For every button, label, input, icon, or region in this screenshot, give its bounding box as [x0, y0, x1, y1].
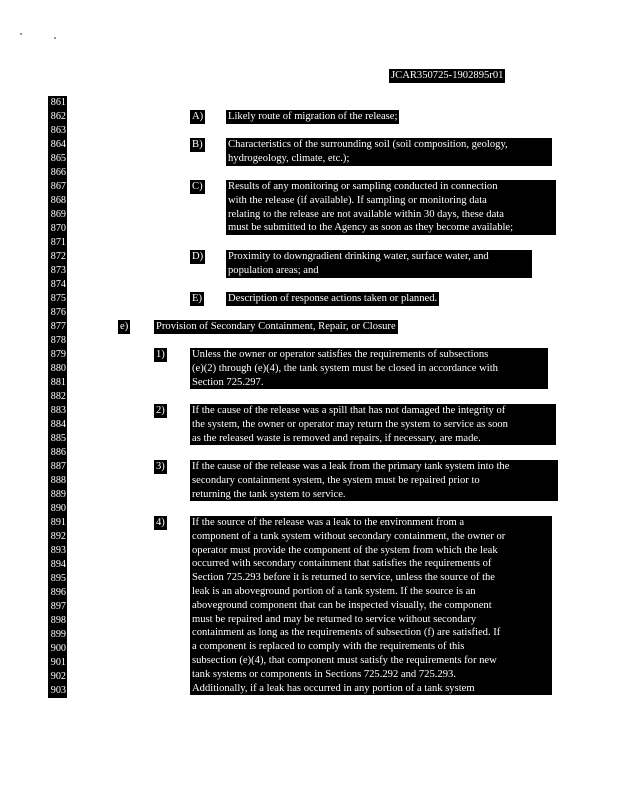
section-label: e)	[120, 321, 129, 332]
line-number: 887	[48, 460, 67, 474]
text-line: must be submitted to the Agency as soon as they become available;	[228, 222, 514, 234]
line-number: 899	[48, 628, 67, 642]
line-number: 862	[48, 110, 67, 124]
line-number: 881	[48, 376, 67, 390]
line-number: 888	[48, 474, 67, 488]
text-line: the system, the owner or operator may return the system to service as soon	[192, 418, 508, 430]
text-line: If the cause of the release was a leak from the primary tank system into the	[192, 461, 510, 472]
line-number: 879	[48, 348, 67, 362]
document-id: JCAR350725-1902895r01	[391, 70, 504, 81]
line-number: 865	[48, 152, 67, 166]
line-number: 884	[48, 418, 67, 432]
text-line: occurred with secondary containment that satisfies the requirements of	[192, 558, 492, 570]
line-number: 875	[48, 292, 67, 306]
text-line: subsection (e)(4), that component must satisfy the requirements for new	[192, 654, 497, 666]
text-line: operator must provide the component of the system from which the leak	[192, 544, 498, 556]
line-number: 902	[48, 670, 67, 684]
subitem-label: 4)	[156, 517, 165, 528]
subitem-label: 1)	[156, 349, 165, 360]
line-number: 889	[48, 488, 67, 502]
line-number: 891	[48, 516, 67, 530]
line-number: 866	[48, 166, 67, 180]
text-line: population areas; and	[228, 264, 319, 276]
subitem-text-4	[190, 516, 552, 695]
line-number: 880	[48, 362, 67, 376]
line-number: 883	[48, 404, 67, 418]
line-number: 864	[48, 138, 67, 152]
item-text-c	[226, 180, 556, 235]
text-line: Proximity to downgradient drinking water, surface water, and	[228, 251, 489, 262]
text-line: component of a tank system without secondary containment, the owner or	[192, 530, 506, 542]
text-line: leak is an aboveground portion of a tank system. If the source is an	[192, 585, 476, 597]
subitem-text-2	[190, 404, 556, 445]
subitem-text-3	[190, 460, 558, 501]
line-number: 871	[48, 236, 67, 250]
text-line: Characteristics of the surrounding soil (soil composition, geology,	[228, 139, 508, 150]
text-line: Section 725.293 before it is returned to service, unless the source of the	[192, 572, 496, 584]
line-number: 890	[48, 502, 67, 516]
section-heading	[154, 320, 398, 334]
line-number: 893	[48, 544, 67, 558]
line-number: 877	[48, 320, 67, 334]
line-number: 895	[48, 572, 67, 586]
text-line: aboveground component that can be inspected visually, the component	[192, 599, 492, 611]
text-line: Likely route of migration of the release;	[228, 111, 398, 122]
line-number: 878	[48, 334, 67, 348]
text-line: containment as long as the requirements of subsection (f) are satisfied. If	[192, 627, 501, 639]
text-line: relating to the release are not available within 30 days, these data	[228, 208, 504, 220]
text-line: Results of any monitoring or sampling conducted in connection	[228, 181, 498, 192]
line-number: 898	[48, 614, 67, 628]
line-number: 896	[48, 586, 67, 600]
scan-speck	[20, 33, 22, 35]
text-line: with the release (if available). If sampling or monitoring data	[228, 194, 487, 206]
subitem-label: 2)	[156, 405, 165, 416]
line-number: 867	[48, 180, 67, 194]
line-number: 874	[48, 278, 67, 292]
scan-speck	[54, 37, 56, 39]
item-label: A)	[192, 111, 204, 122]
line-number: 861	[48, 96, 67, 110]
item-label: D)	[192, 251, 204, 262]
text-line: returning the tank system to service.	[192, 488, 346, 500]
text-line: (e)(2) through (e)(4), the tank system must be closed in accordance with	[192, 362, 498, 374]
section-title: Provision of Secondary Containment, Repair, or Closure	[156, 321, 396, 332]
text-line: If the cause of the release was a spill that has not damaged the integrity of	[192, 405, 506, 416]
line-number: 885	[48, 432, 67, 446]
line-number: 872	[48, 250, 67, 264]
line-number: 900	[48, 642, 67, 656]
text-line: secondary containment system, the system must be repaired prior to	[192, 474, 480, 486]
line-number: 863	[48, 124, 67, 138]
text-line: hydrogeology, climate, etc.);	[228, 152, 350, 164]
line-number: 901	[48, 656, 67, 670]
text-line: as the released waste is removed and repairs, if necessary, are made.	[192, 432, 481, 444]
line-number: 873	[48, 264, 67, 278]
text-line: a component is replaced to comply with the requirements of this	[192, 641, 465, 653]
line-number: 892	[48, 530, 67, 544]
item-text-a	[226, 110, 399, 124]
line-number: 886	[48, 446, 67, 460]
item-text-d	[226, 250, 532, 278]
line-number: 870	[48, 222, 67, 236]
text-line: Section 725.297.	[192, 376, 264, 388]
line-number: 882	[48, 390, 67, 404]
item-text-b	[226, 138, 552, 166]
item-label: E)	[192, 293, 202, 304]
line-number: 869	[48, 208, 67, 222]
text-line: tank systems or components in Sections 725.292 and 725.293.	[192, 668, 456, 680]
line-number: 876	[48, 306, 67, 320]
text-line: must be repaired and may be returned to service without secondary	[192, 613, 477, 625]
item-label: C)	[192, 181, 203, 192]
text-line: If the source of the release was a leak to the environment from a	[192, 517, 465, 528]
text-line: Description of response actions taken or planned.	[228, 293, 438, 304]
item-text-e	[226, 292, 439, 306]
item-label: B)	[192, 139, 203, 150]
line-number: 903	[48, 684, 67, 698]
subitem-label: 3)	[156, 461, 165, 472]
text-line: Unless the owner or operator satisfies the requirements of subsections	[192, 349, 489, 360]
line-number: 894	[48, 558, 67, 572]
line-number: 897	[48, 600, 67, 614]
line-number: 868	[48, 194, 67, 208]
text-line: Additionally, if a leak has occurred in any portion of a tank system	[192, 682, 475, 694]
subitem-text-1	[190, 348, 548, 389]
